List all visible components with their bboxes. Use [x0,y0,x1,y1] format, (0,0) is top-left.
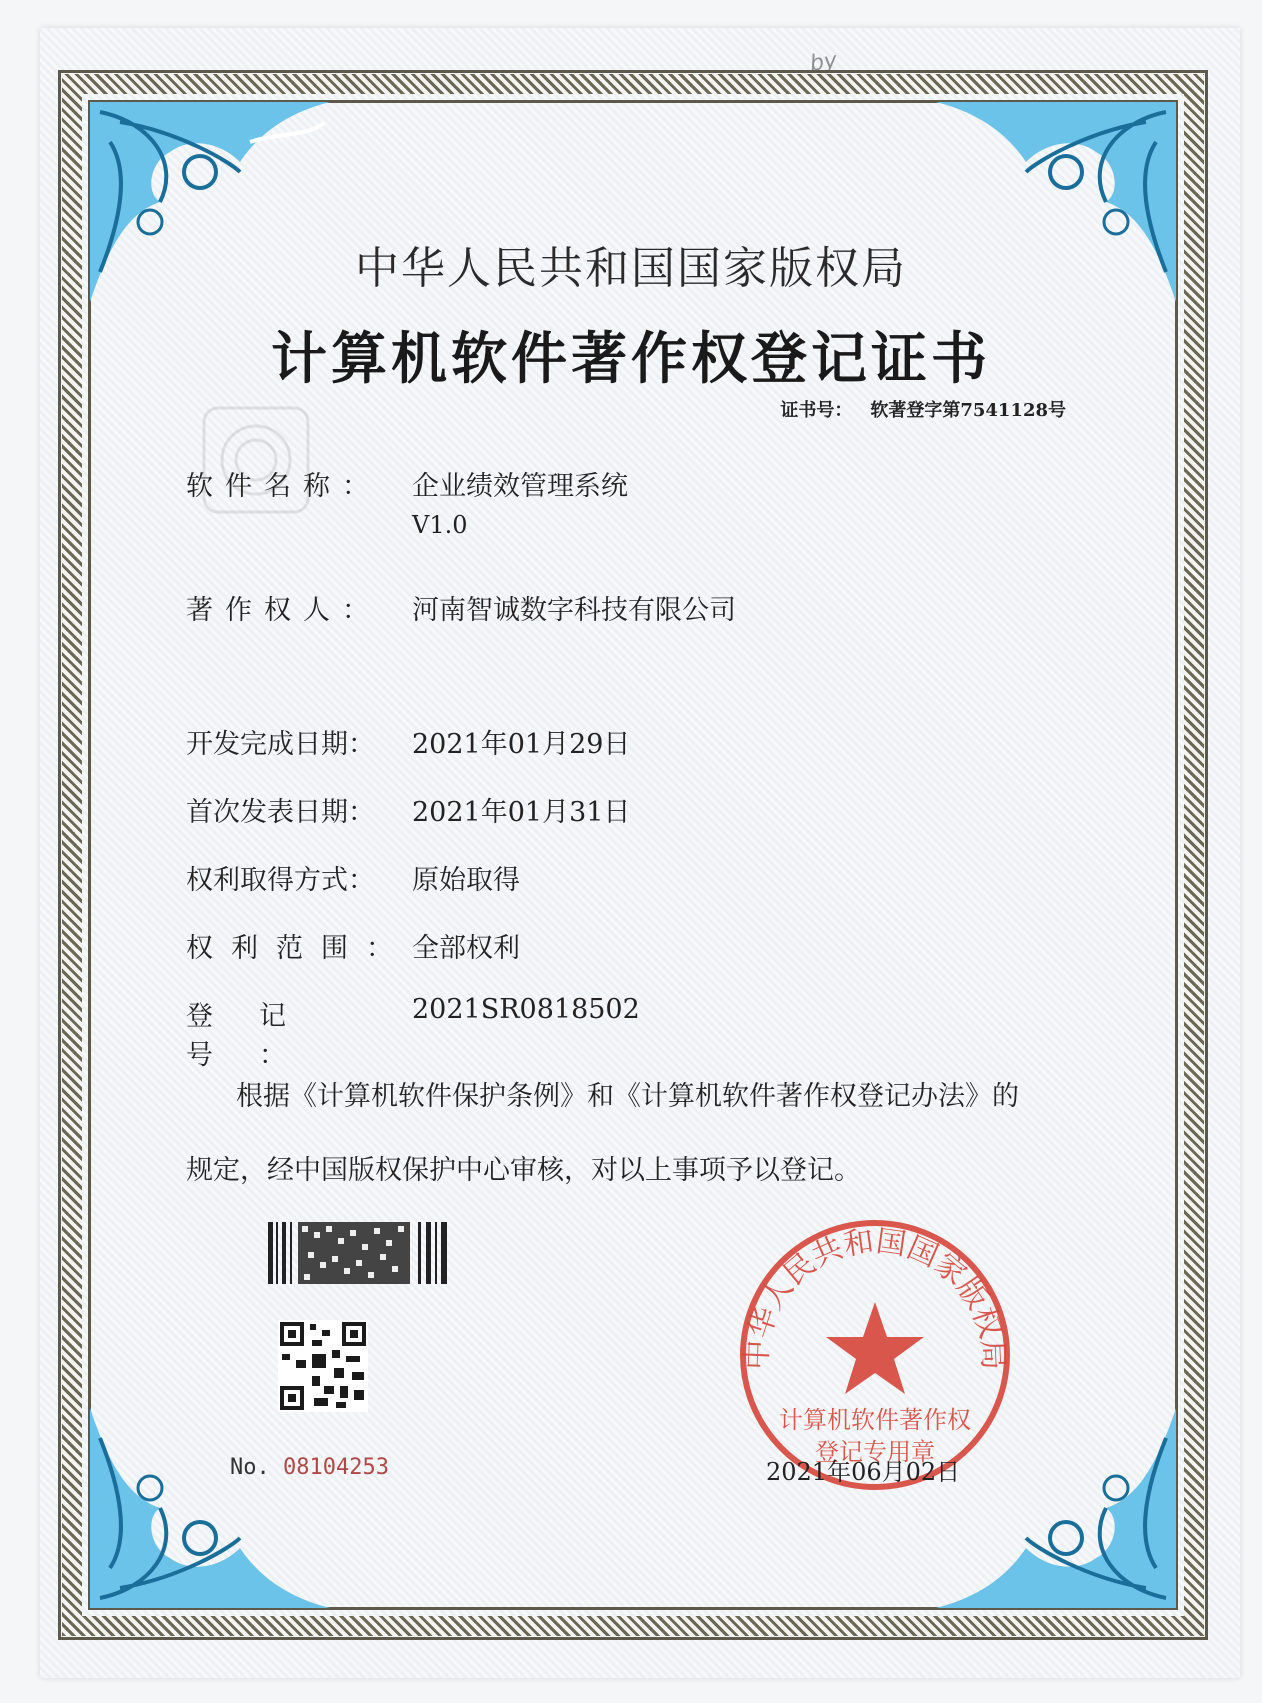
field-label: 软件名称： [186,471,381,502]
certificate-number-value: 软著登字第7541128号 [870,400,1066,421]
barcode-icon [268,1222,450,1284]
field-value [412,464,628,539]
handwritten-note: by [808,48,839,77]
field-software-name [186,464,628,539]
field-value: 原始取得 [412,865,520,896]
field-label: 登记号： [186,1001,332,1071]
issuing-authority-title: 中华人民共和国国家版权局 [355,243,907,294]
field-copyright-owner [186,588,736,627]
serial-prefix: No. [230,1455,270,1480]
field-completion-date [186,722,630,761]
field-value: 全部权利 [412,933,520,964]
field-value: 河南智诚数字科技有限公司 [412,595,736,626]
field-label: 首次发表日期： [186,797,375,828]
field-label: 权利取得方式： [186,865,375,896]
svg-text:计算机软件著作权: 计算机软件著作权 [779,1406,971,1434]
field-label: 著作权人： [186,595,381,626]
serial-value: 08104253 [283,1455,389,1480]
serial-number [230,1455,389,1480]
certificate-title: 计算机软件著作权登记证书 [271,326,991,392]
qr-code-icon [278,1320,368,1412]
issue-date: 2021年06月02日 [766,1458,961,1486]
software-name-value: 企业绩效管理系统 [412,471,628,502]
corner-ornament-bottom-left [90,1408,330,1608]
svg-text:中华人民共和国国家版权局: 中华人民共和国国家版权局 [739,1223,1011,1371]
field-value: 2021年01月31日 [412,797,631,828]
field-value: 2021SR0818502 [412,994,640,1025]
field-label: 权利范围： [186,933,411,964]
field-acquisition-method [186,858,520,897]
statement-line-2: 规定，经中国版权保护中心审核，对以上事项予以登记。 [186,1155,861,1186]
field-label: 开发完成日期： [186,729,375,760]
statement-line-1: 根据《计算机软件保护条例》和《计算机软件著作权登记办法》的 [236,1081,1019,1112]
field-rights-scope [186,926,520,965]
field-registration-number [186,994,640,1072]
certificate-number [780,396,1066,422]
field-publication-date [186,790,630,829]
svg-text:登记专用章: 登记专用章 [815,1438,935,1466]
certificate-number-label: 证书号： [780,400,853,421]
software-version-value: V1.0 [412,511,468,539]
field-value: 2021年01月29日 [412,729,631,760]
